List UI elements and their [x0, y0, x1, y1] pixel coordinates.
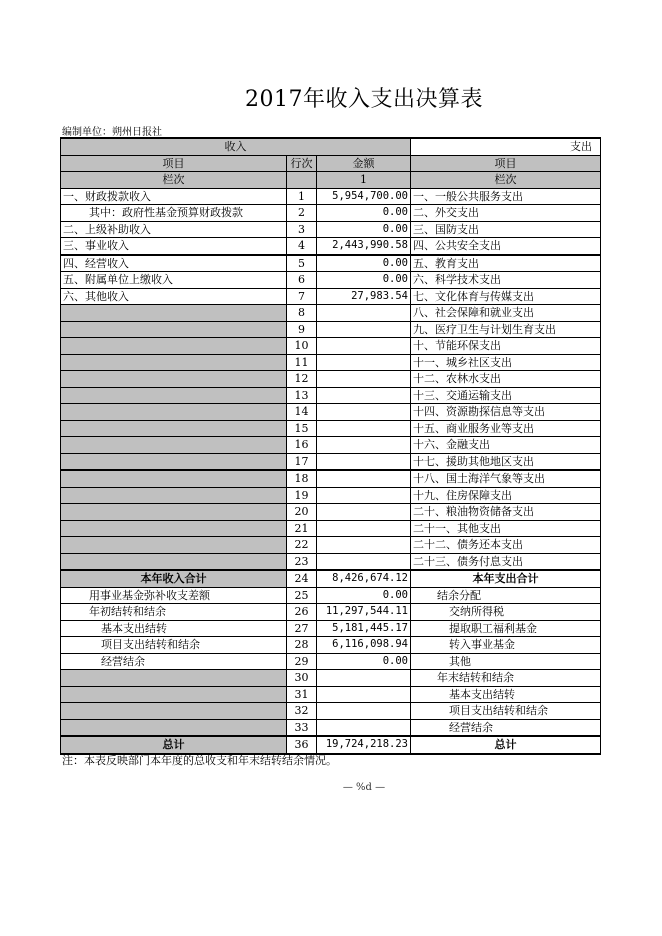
expense-item-header: 项目: [411, 155, 601, 172]
expense-item: 六、科学技术支出: [411, 272, 601, 289]
income-item: [61, 453, 287, 470]
line-number: 28: [287, 637, 317, 654]
expense-item: 十二、农林水支出: [411, 371, 601, 388]
line-number: 4: [287, 238, 317, 255]
table-row: [61, 553, 601, 570]
expense-item: 转入事业基金: [411, 637, 601, 654]
amount-cell: [317, 354, 411, 371]
expense-item: 一、一般公共服务支出: [411, 188, 601, 205]
table-row: [61, 537, 601, 554]
amount-cell: 0.00: [317, 653, 411, 670]
line-number: 30: [287, 670, 317, 687]
line-number: 6: [287, 272, 317, 289]
line-number: 18: [287, 470, 317, 487]
line-number: 13: [287, 387, 317, 404]
amount-cell: [317, 686, 411, 703]
table-row: [61, 620, 601, 637]
expense-item: 二十、粮油物资储备支出: [411, 504, 601, 521]
income-item: [61, 305, 287, 322]
table-row: [61, 653, 601, 670]
expense-item: 二、外交支出: [411, 205, 601, 222]
expense-item: 二十三、债务付息支出: [411, 553, 601, 570]
income-item: [61, 470, 287, 487]
income-item: 四、经营收入: [61, 255, 287, 272]
expense-header: 支出: [411, 138, 601, 155]
table-row: [61, 255, 601, 272]
line-number: 7: [287, 288, 317, 305]
income-item: [61, 371, 287, 388]
income-item: [61, 504, 287, 521]
expense-item: 本年支出合计: [411, 570, 601, 587]
expense-item: 年末结转和结余: [411, 670, 601, 687]
amount-cell: [317, 305, 411, 322]
expense-item: 结余分配: [411, 587, 601, 604]
amount-cell: [317, 321, 411, 338]
line-number: 19: [287, 487, 317, 504]
amount-cell: 11,297,544.11: [317, 604, 411, 621]
line-no-header: 行次: [287, 155, 317, 172]
amount-cell: 0.00: [317, 587, 411, 604]
table-row: [61, 504, 601, 521]
table-row: [61, 604, 601, 621]
line-number: 14: [287, 404, 317, 421]
expense-item: 项目支出结转和结余: [411, 703, 601, 720]
amount-cell: [317, 437, 411, 454]
line-number: 22: [287, 537, 317, 554]
table-row: [61, 354, 601, 371]
income-item: [61, 719, 287, 736]
line-number: 24: [287, 570, 317, 587]
line-number: 12: [287, 371, 317, 388]
expense-item: 十八、国土海洋气象等支出: [411, 470, 601, 487]
amount-cell: [317, 553, 411, 570]
amount-cell: 19,724,218.23: [317, 736, 411, 754]
table-row: [61, 470, 601, 487]
line-number: 16: [287, 437, 317, 454]
income-item: 项目支出结转和结余: [61, 637, 287, 654]
income-expense-table: [60, 137, 601, 755]
income-item: 五、附属单位上缴收入: [61, 272, 287, 289]
income-item: 三、事业收入: [61, 238, 287, 255]
expense-item: 提取职工福利基金: [411, 620, 601, 637]
table-row: [61, 371, 601, 388]
amount-cell: [317, 487, 411, 504]
table-row: [61, 487, 601, 504]
line-number: 27: [287, 620, 317, 637]
line-number: 2: [287, 205, 317, 222]
income-item: [61, 437, 287, 454]
table-row: [61, 238, 601, 255]
amount-cell: 27,983.54: [317, 288, 411, 305]
table-row: [61, 338, 601, 355]
line-number: 33: [287, 719, 317, 736]
line-number: 15: [287, 420, 317, 437]
amount-cell: [317, 453, 411, 470]
expense-item: 十九、住房保障支出: [411, 487, 601, 504]
amount-cell: 0.00: [317, 205, 411, 222]
line-number: 10: [287, 338, 317, 355]
expense-item: 二十一、其他支出: [411, 520, 601, 537]
table-row: [61, 188, 601, 205]
table-row: [61, 321, 601, 338]
income-item: 用事业基金弥补收支差额: [61, 587, 287, 604]
table-row: [61, 686, 601, 703]
table-row: [61, 305, 601, 322]
expense-item: 基本支出结转: [411, 686, 601, 703]
expense-item: 二十二、债务还本支出: [411, 537, 601, 554]
income-item: [61, 354, 287, 371]
table-row: [61, 736, 601, 754]
expense-item: 八、社会保障和就业支出: [411, 305, 601, 322]
income-item: 其中：政府性基金预算财政拨款: [61, 205, 287, 222]
line-number: 31: [287, 686, 317, 703]
amount-cell: [317, 420, 411, 437]
table-row: [61, 453, 601, 470]
table-row: [61, 520, 601, 537]
line-number: 21: [287, 520, 317, 537]
table-row: [61, 719, 601, 736]
income-item: 六、其他收入: [61, 288, 287, 305]
income-item: 本年收入合计: [61, 570, 287, 587]
line-number: 17: [287, 453, 317, 470]
column-number: 1: [317, 172, 411, 189]
table-row: [61, 272, 601, 289]
table-row: [61, 670, 601, 687]
table-row: [61, 437, 601, 454]
expense-item: 十四、资源勘探信息等支出: [411, 404, 601, 421]
income-item: [61, 420, 287, 437]
line-number: 23: [287, 553, 317, 570]
line-number: 25: [287, 587, 317, 604]
line-number: 26: [287, 604, 317, 621]
line-number: 5: [287, 255, 317, 272]
amount-cell: [317, 719, 411, 736]
table-row: [61, 288, 601, 305]
income-item: [61, 487, 287, 504]
expense-item: 十五、商业服务业等支出: [411, 420, 601, 437]
income-item: 二、上级补助收入: [61, 221, 287, 238]
expense-item: 十一、城乡社区支出: [411, 354, 601, 371]
amount-header: 金额: [317, 155, 411, 172]
line-number: 20: [287, 504, 317, 521]
amount-cell: [317, 338, 411, 355]
amount-cell: 8,426,674.12: [317, 570, 411, 587]
income-item: [61, 520, 287, 537]
income-item: [61, 338, 287, 355]
line-number: 36: [287, 736, 317, 754]
amount-cell: 5,181,445.17: [317, 620, 411, 637]
line-number: 3: [287, 221, 317, 238]
income-item: [61, 404, 287, 421]
expense-item: 三、国防支出: [411, 221, 601, 238]
income-item: [61, 387, 287, 404]
income-item: 年初结转和结余: [61, 604, 287, 621]
column-label-blank: [287, 172, 317, 189]
table-note: 注：本表反映部门本年度的总收支和年末结转结余情况。: [62, 754, 337, 767]
income-item: [61, 321, 287, 338]
amount-cell: 0.00: [317, 272, 411, 289]
reporting-unit: 编制单位：朔州日报社: [62, 127, 162, 138]
expense-item: 经营结余: [411, 719, 601, 736]
income-item: 基本支出结转: [61, 620, 287, 637]
amount-cell: [317, 504, 411, 521]
expense-item: 十六、金融支出: [411, 437, 601, 454]
expense-item: 五、教育支出: [411, 255, 601, 272]
table-row: [61, 221, 601, 238]
table-row: [61, 587, 601, 604]
table-row: [61, 387, 601, 404]
amount-cell: [317, 703, 411, 720]
amount-cell: [317, 470, 411, 487]
amount-cell: 2,443,990.58: [317, 238, 411, 255]
table-row: [61, 404, 601, 421]
expense-item: 七、文化体育与传媒支出: [411, 288, 601, 305]
amount-cell: 0.00: [317, 255, 411, 272]
amount-cell: [317, 670, 411, 687]
table-row: [61, 205, 601, 222]
expense-item: 十三、交通运输支出: [411, 387, 601, 404]
income-header: 收入: [61, 138, 411, 155]
amount-cell: 6,116,098.94: [317, 637, 411, 654]
income-item: [61, 537, 287, 554]
income-item: 一、财政拨款收入: [61, 188, 287, 205]
expense-item: 十、节能环保支出: [411, 338, 601, 355]
expense-item: 总计: [411, 736, 601, 754]
expense-item: 四、公共安全支出: [411, 238, 601, 255]
page-number: — %d —: [342, 782, 386, 793]
expense-item: 其他: [411, 653, 601, 670]
amount-cell: [317, 387, 411, 404]
amount-cell: 0.00: [317, 221, 411, 238]
amount-cell: [317, 404, 411, 421]
line-number: 29: [287, 653, 317, 670]
table-row: [61, 637, 601, 654]
line-number: 11: [287, 354, 317, 371]
table-row: [61, 703, 601, 720]
line-number: 8: [287, 305, 317, 322]
income-item: [61, 703, 287, 720]
income-item: [61, 686, 287, 703]
income-item: 总计: [61, 736, 287, 754]
table-row: [61, 570, 601, 587]
amount-cell: [317, 520, 411, 537]
table-row: [61, 420, 601, 437]
expense-column-label: 栏次: [411, 172, 601, 189]
income-item: 经营结余: [61, 653, 287, 670]
income-item: [61, 553, 287, 570]
expense-item: 交纳所得税: [411, 604, 601, 621]
amount-cell: [317, 537, 411, 554]
column-label: 栏次: [61, 172, 287, 189]
page-title: 2017年收入支出决算表: [245, 87, 483, 112]
line-number: 1: [287, 188, 317, 205]
income-item: [61, 670, 287, 687]
amount-cell: [317, 371, 411, 388]
income-item-header: 项目: [61, 155, 287, 172]
line-number: 9: [287, 321, 317, 338]
amount-cell: 5,954,700.00: [317, 188, 411, 205]
expense-item: 九、医疗卫生与计划生育支出: [411, 321, 601, 338]
expense-item: 十七、援助其他地区支出: [411, 453, 601, 470]
line-number: 32: [287, 703, 317, 720]
